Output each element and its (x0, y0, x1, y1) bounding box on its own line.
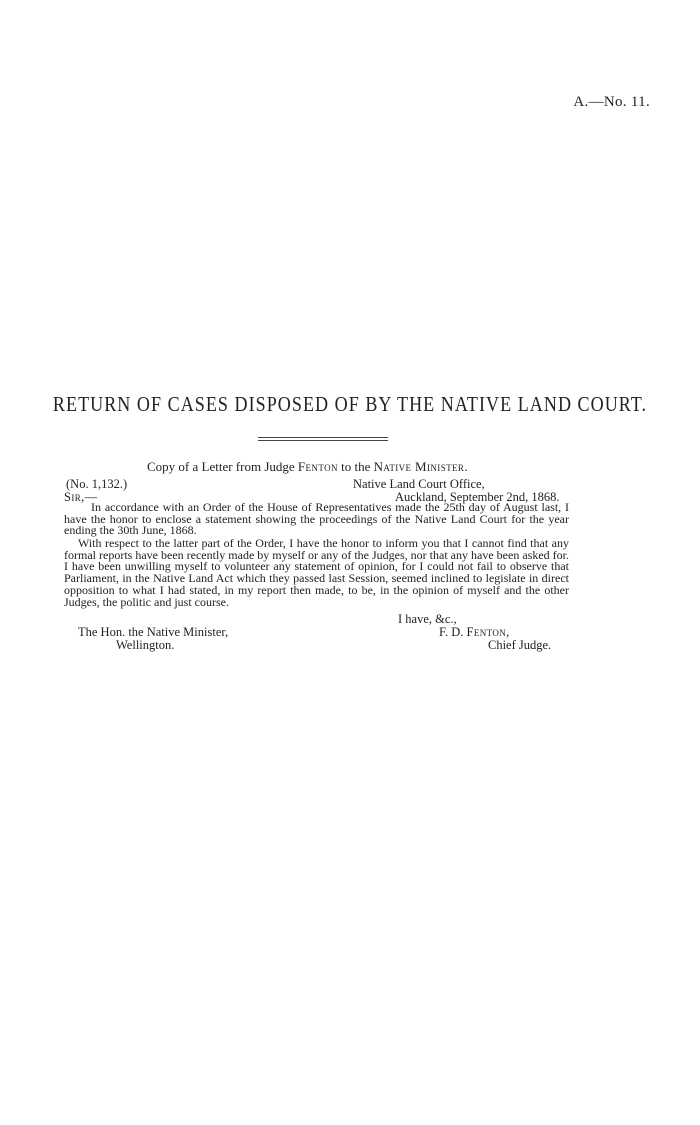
letter-heading-author: Fenton (297, 459, 338, 474)
letter-heading-recipient: Native Minister. (373, 459, 468, 474)
letter-reference-number: (No. 1,132.) (66, 477, 128, 491)
letter-paragraph: With respect to the latter part of the Order, I have the honor to inform you that I cannot find that any formal reports have been recently made by myself or any of the Judges, nor that any have been asked for. I have been unwilling myself to volunteer any statement of opinion, for I could not fail to observe that Parliament, in the Native Land Act which they passed last Session, seemed inclined to legislate in direct opposition to what I had stated, in my report then made, to be, in the opinion of myself and the other Judges, the politic and just course. (64, 536, 569, 609)
letter-heading-to: to the (341, 459, 371, 474)
page-title: RETURN OF CASES DISPOSED OF BY THE NATIVE LAND COURT. (52, 392, 648, 416)
letter-salutation: Sir,— (64, 490, 98, 504)
title-divider-bottom (258, 440, 388, 441)
signature-initials: F. D. (439, 625, 464, 639)
letter-heading-prefix: Copy of a Letter from Judge (147, 459, 295, 474)
document-reference: A.—No. 11. (573, 94, 650, 110)
letter-office: Native Land Court Office, (353, 477, 485, 491)
letter-place-date: Auckland, September 2nd, 1868. (395, 490, 560, 504)
letter-addressee-city: Wellington. (116, 638, 175, 652)
letter-addressee: The Hon. the Native Minister, (78, 625, 229, 639)
letter-paragraph: In accordance with an Order of the House of Representatives made the 25th day of August last, I have the honor to enclose a statement showing the proceedings of the Native Land Court for the year ending the 30th June, 1868. (64, 500, 569, 538)
signature-title: Chief Judge. (488, 638, 552, 652)
letter-closing: I have, &c., (398, 612, 457, 626)
letter-heading (147, 459, 468, 475)
signature-surname: Fenton, (466, 625, 510, 639)
title-divider-top (258, 437, 388, 438)
